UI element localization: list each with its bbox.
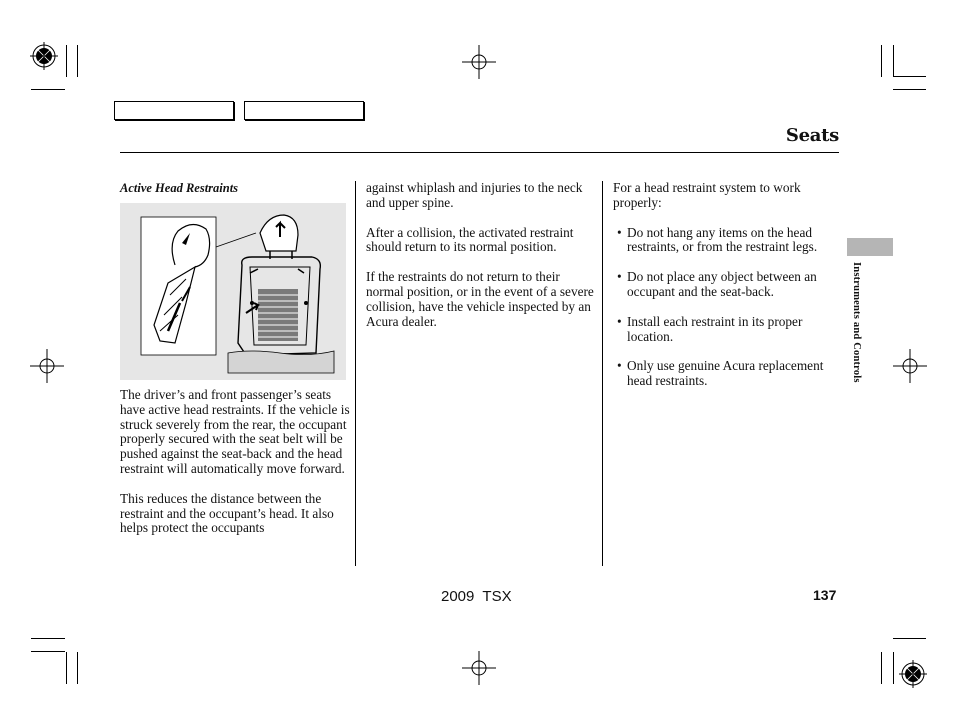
column-1 xyxy=(120,388,352,551)
column-2 xyxy=(366,181,596,344)
crosshair-icon xyxy=(462,45,496,79)
page-number: 137 xyxy=(813,587,837,603)
registration-target-icon xyxy=(30,42,64,76)
paragraph: After a collision, the activated restraint should return to its normal position. xyxy=(366,224,574,255)
paragraph: against whiplash and injuries to the neck and upper spine. xyxy=(366,180,583,210)
list-item: • Only use genuine Acura replacement head restraints. xyxy=(613,359,843,389)
crosshair-icon xyxy=(30,349,64,383)
registration-target-icon xyxy=(896,657,930,691)
column-divider xyxy=(602,181,603,566)
crosshair-icon xyxy=(462,651,496,685)
figure-caption: Active Head Restraints xyxy=(120,181,239,195)
column-3 xyxy=(613,181,843,404)
bullet-list xyxy=(613,226,843,389)
paragraph: If the restraints do not return to their normal position, or in the event of a severe collision, have the vehicle inspected by an Acura dealer. xyxy=(366,269,594,329)
paragraph: The driver’s and front passenger’s seats have active head restraints. If the vehicle is struck severely from the rear, the occupant properly secured with the seat belt will be pushed against the seat-back and the head restraint will automatically move forward. xyxy=(120,387,350,476)
column-divider xyxy=(355,181,356,566)
footer-model: 2009 TSX xyxy=(441,588,512,605)
paragraph: For a head restraint system to work properly: xyxy=(613,180,801,210)
crosshair-icon xyxy=(893,349,927,383)
section-title: Seats xyxy=(785,125,839,146)
side-tab-label: Instruments and Controls xyxy=(851,262,862,383)
head-restraint-illustration xyxy=(120,203,346,380)
paragraph: This reduces the distance between the restraint and the occupant’s head. It also helps protect the occupants xyxy=(120,490,334,536)
nav-button-next[interactable] xyxy=(244,101,364,120)
list-item: • Install each restraint in its proper location. xyxy=(613,315,843,345)
seat-diagram xyxy=(120,203,346,380)
nav-button-previous[interactable] xyxy=(114,101,234,120)
list-item: • Do not hang any items on the head restraints, or from the restraint legs. xyxy=(613,226,843,256)
side-tab-marker[interactable] xyxy=(847,238,893,256)
header-rule xyxy=(120,152,839,153)
list-item: • Do not place any object between an occupant and the seat-back. xyxy=(613,270,843,300)
